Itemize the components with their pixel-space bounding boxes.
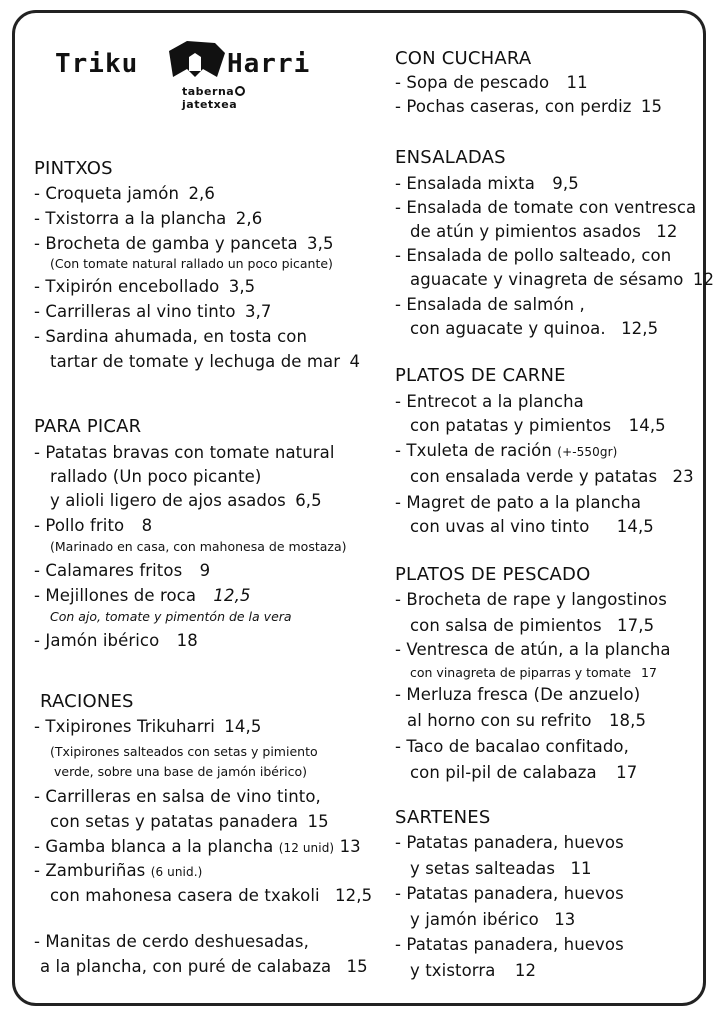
menu-item: - Merluza fresca (De anzuelo) bbox=[395, 685, 641, 704]
logo-tagline bbox=[182, 85, 300, 111]
menu-item-note: con vinagreta de piparras y tomate 17 bbox=[410, 665, 657, 680]
menu-item: - Txuleta de ración (+-550gr) bbox=[395, 441, 618, 460]
menu-item: y jamón ibérico 13 bbox=[410, 910, 576, 929]
menu-item: - Ventresca de atún, a la plancha bbox=[395, 640, 671, 659]
menu-item: - Taco de bacalao confitado, bbox=[395, 737, 629, 756]
menu-item: con setas y patatas panadera 15 bbox=[50, 812, 329, 831]
menu-item: de atún y pimientos asados 12 bbox=[410, 222, 678, 241]
lauburu-icon bbox=[235, 86, 245, 96]
menu-item-note: (Con tomate natural rallado un poco picante) bbox=[50, 256, 333, 271]
section-title-pintxos: PINTXOS bbox=[34, 158, 113, 179]
menu-item: - Sardina ahumada, en tosta con bbox=[34, 327, 307, 346]
menu-item: - Carrilleras en salsa de vino tinto, bbox=[34, 787, 321, 806]
menu-item: a la plancha, con puré de calabaza 15 bbox=[40, 957, 368, 976]
menu-item: - Ensalada de pollo salteado, con bbox=[395, 246, 672, 265]
menu-item: - Carrilleras al vino tinto 3,7 bbox=[34, 302, 272, 321]
menu-item: - Txipirones Trikuharri 14,5 bbox=[34, 717, 262, 736]
menu-item: rallado (Un poco picante) bbox=[50, 467, 262, 486]
menu-item: - Pollo frito 8 bbox=[34, 516, 153, 535]
menu-item: - Txipirón encebollado 3,5 bbox=[34, 277, 256, 296]
section-title-ensaladas: ENSALADAS bbox=[395, 147, 506, 168]
menu-item: - Zamburiñas (6 unid.) bbox=[34, 861, 203, 880]
menu-item: - Brocheta de gamba y panceta 3,5 bbox=[34, 234, 334, 253]
logo-tagline-left: taberna bbox=[182, 85, 235, 98]
menu-item: aguacate y vinagreta de sésamo 12 bbox=[410, 270, 715, 289]
menu-item: - Magret de pato a la plancha bbox=[395, 493, 642, 512]
menu-item: - Gamba blanca a la plancha (12 unid) 13 bbox=[34, 837, 361, 856]
menu-item: con patatas y pimientos 14,5 bbox=[410, 416, 666, 435]
menu-item: - Txistorra a la plancha 2,6 bbox=[34, 209, 263, 228]
menu-item: - Manitas de cerdo deshuesadas, bbox=[34, 932, 309, 951]
menu-item: al horno con su refrito 18,5 bbox=[407, 711, 647, 730]
menu-item: y txistorra 12 bbox=[410, 961, 537, 980]
menu-item: con aguacate y quinoa. 12,5 bbox=[410, 319, 659, 338]
logo-stone-icon bbox=[165, 39, 227, 79]
section-title-sartenes: SARTENES bbox=[395, 807, 491, 828]
section-title-raciones: RACIONES bbox=[40, 691, 134, 712]
menu-item: - Patatas bravas con tomate natural bbox=[34, 443, 335, 462]
menu-item: con mahonesa casera de txakoli 12,5 bbox=[50, 886, 373, 905]
section-title-con-cuchara: CON CUCHARA bbox=[395, 48, 532, 69]
logo-tagline-right: jatetxea bbox=[182, 98, 238, 111]
menu-item: - Ensalada mixta 9,5 bbox=[395, 174, 579, 193]
logo bbox=[55, 37, 311, 111]
menu-item: con uvas al vino tinto 14,5 bbox=[410, 517, 654, 536]
menu-item: - Patatas panadera, huevos bbox=[395, 935, 624, 954]
menu-item: - Brocheta de rape y langostinos bbox=[395, 590, 667, 609]
menu-item: - Jamón ibérico 18 bbox=[34, 631, 198, 650]
menu-item: - Ensalada de salmón , bbox=[395, 295, 585, 314]
menu-item: con pil-pil de calabaza 17 bbox=[410, 763, 638, 782]
menu-item: - Patatas panadera, huevos bbox=[395, 884, 624, 903]
menu-item: y alioli ligero de ajos asados 6,5 bbox=[50, 491, 322, 510]
menu-item: - Mejillones de roca 12,5 bbox=[34, 586, 251, 605]
menu-item: tartar de tomate y lechuga de mar 4 bbox=[50, 352, 361, 371]
logo-left-word: Triku bbox=[55, 49, 139, 79]
menu-item: - Pochas caseras, con perdiz 15 bbox=[395, 97, 663, 116]
menu-item: con salsa de pimientos 17,5 bbox=[410, 616, 655, 635]
menu-item-note: (Txipirones salteados con setas y pimiento bbox=[50, 744, 318, 759]
menu-item: - Calamares fritos 9 bbox=[34, 561, 211, 580]
menu-item: - Patatas panadera, huevos bbox=[395, 833, 624, 852]
menu-item-note: Con ajo, tomate y pimentón de la vera bbox=[50, 609, 292, 624]
section-title-para-picar: PARA PICAR bbox=[34, 416, 142, 437]
logo-right-word: Harri bbox=[227, 49, 311, 79]
menu-item: - Entrecot a la plancha bbox=[395, 392, 584, 411]
menu-item-note: (Marinado en casa, con mahonesa de mostaza) bbox=[50, 539, 347, 554]
menu-item-note: verde, sobre una base de jamón ibérico) bbox=[54, 764, 308, 779]
menu-item: - Ensalada de tomate con ventresca bbox=[395, 198, 697, 217]
section-title-platos-pescado: PLATOS DE PESCADO bbox=[395, 564, 591, 585]
menu-item: y setas salteadas 11 bbox=[410, 859, 592, 878]
menu-item: - Croqueta jamón 2,6 bbox=[34, 184, 215, 203]
section-title-platos-carne: PLATOS DE CARNE bbox=[395, 365, 566, 386]
menu-item: - Sopa de pescado 11 bbox=[395, 73, 588, 92]
menu-item: con ensalada verde y patatas 23 bbox=[410, 467, 694, 486]
